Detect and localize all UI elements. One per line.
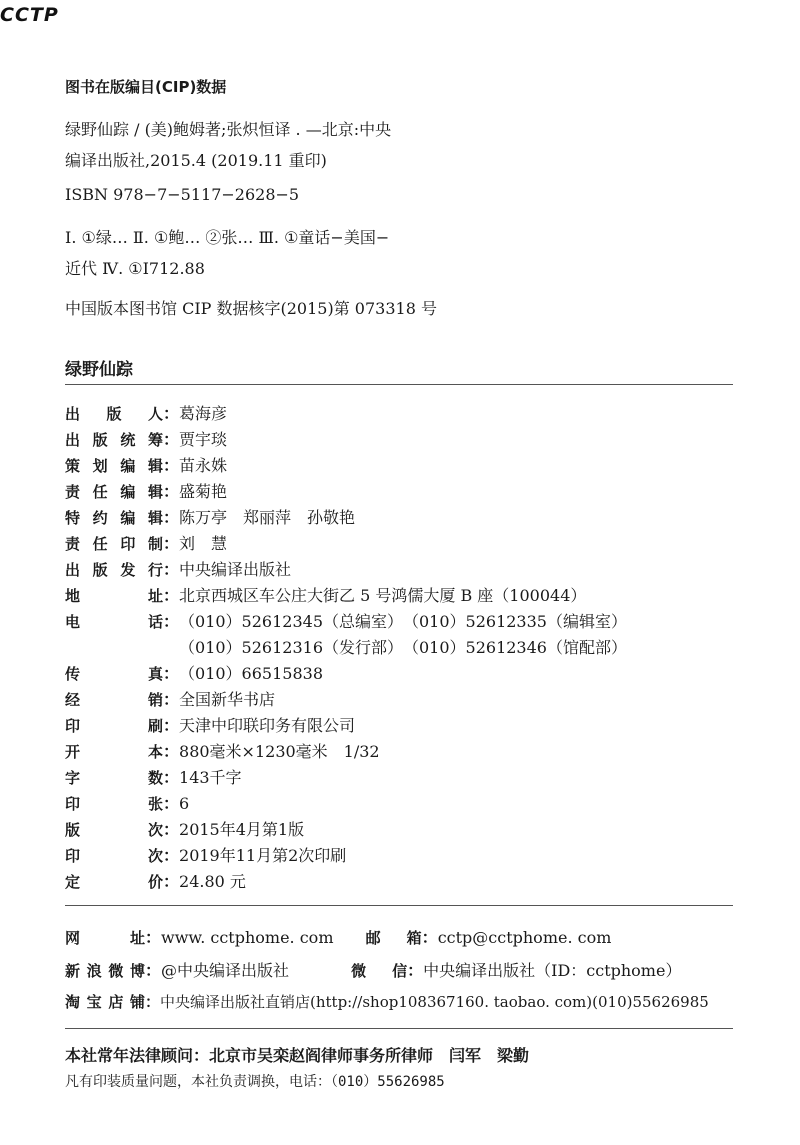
credit-value: 北京西城区车公庄大街乙 5 号鸿儒大厦 B 座（100044）: [179, 586, 587, 605]
cip-line: 近代 Ⅳ. ①I712.88: [65, 259, 205, 278]
wechat-label: 微信: [351, 962, 408, 980]
credit-value: 贾宇琰: [179, 430, 228, 449]
credit-value: 880毫米×1230毫米 1/32: [179, 742, 380, 761]
credit-label: 地址: [65, 587, 163, 605]
legal-counsel: 本社常年法律顾问：北京市吴栾赵阎律师事务所律师 闫军 梁勤: [65, 1046, 530, 1065]
credit-value: 苗永姝: [179, 456, 228, 475]
divider: [65, 905, 733, 906]
credit-value: 陈万亭 郑丽萍 孙敬艳: [179, 508, 356, 527]
credit-label: 印张: [65, 795, 163, 813]
credit-row: 特约编辑：陈万亭 郑丽萍 孙敬艳: [65, 505, 355, 531]
credit-row-publisher: 出版人：葛海彦: [65, 401, 227, 427]
credit-value: 盛菊艳: [179, 482, 228, 501]
credit-value: 6: [179, 794, 190, 813]
wechat-value: 中央编译出版社（ID：cctphome）: [423, 961, 682, 980]
credit-value: 中央编译出版社: [179, 560, 292, 579]
credit-row: 版次：2015年4月第1版: [65, 817, 304, 843]
credit-row: 印次：2019年11月第2次印刷: [65, 843, 346, 869]
credit-label: 经销: [65, 691, 163, 709]
credit-value: 全国新华书店: [179, 690, 276, 709]
cip-line: ISBN 978−7−5117−2628−5: [65, 185, 300, 204]
credit-label: 责任编辑: [65, 483, 163, 501]
cip-line: 中国版本图书馆 CIP 数据核字(2015)第 073318 号: [65, 299, 437, 318]
contact-row-social: 新浪微博：@中央编译出版社 微信：中央编译出版社（ID：cctphome）: [65, 958, 681, 981]
credit-label: 版次: [65, 821, 163, 839]
credit-row: 印刷：天津中印联印务有限公司: [65, 713, 355, 739]
divider: [65, 1028, 733, 1029]
credit-value: 天津中印联印务有限公司: [179, 716, 356, 735]
credit-row: 字数：143千字: [65, 765, 242, 791]
credit-label: 出版发行: [65, 561, 163, 579]
email-link: cctp@cctphome. com: [437, 928, 612, 947]
cip-line: Ⅰ. ①绿… Ⅱ. ①鲍… ②张… Ⅲ. ①童话−美国−: [65, 228, 390, 247]
cip-line: 绿野仙踪 / (美)鲍姆著;张炽恒译 . —北京:中央: [65, 120, 392, 139]
credit-value: 143千字: [179, 768, 242, 787]
cip-line: 编译出版社,2015.4 (2019.11 重印): [65, 151, 327, 170]
credit-row: 开本：880毫米×1230毫米 1/32: [65, 739, 380, 765]
website-label: 网址: [65, 929, 145, 947]
credit-row: 策划编辑：苗永姝: [65, 453, 227, 479]
credit-label: 定价: [65, 873, 163, 891]
divider: [65, 384, 733, 385]
credit-row-phone-cont: [65, 635, 627, 661]
credit-value: 24.80 元: [179, 872, 246, 891]
credit-label: 特约编辑: [65, 509, 163, 527]
credit-label: 策划编辑: [65, 457, 163, 475]
credit-label: 字数: [65, 769, 163, 787]
credit-row: 经销：全国新华书店: [65, 687, 275, 713]
credit-label: 责任印制: [65, 535, 163, 553]
credit-row-fax: 传真：（010）66515838: [65, 661, 323, 687]
credit-row-price: 定价：24.80 元: [65, 869, 246, 895]
credit-value: 2015年4月第1版: [179, 820, 305, 839]
credit-label: 印刷: [65, 717, 163, 735]
credit-value: 葛海彦: [179, 404, 228, 423]
credit-label: 传真: [65, 665, 163, 683]
credit-value: （010）52612345（总编室） （010）52612335（编辑室）: [179, 612, 627, 631]
credit-value: （010）66515838: [179, 664, 323, 683]
credit-row: 出版发行：中央编译出版社: [65, 557, 291, 583]
credit-row-phone: 电话：（010）52612345（总编室） （010）52612335（编辑室）: [65, 609, 627, 635]
credit-label: 印次: [65, 847, 163, 865]
credit-row-address: 地址：北京西城区车公庄大街乙 5 号鸿儒大厦 B 座（100044）: [65, 583, 586, 609]
weibo-value: @中央编译出版社: [161, 961, 290, 980]
credit-label: 出版统筹: [65, 431, 163, 449]
credit-label: 电话: [65, 613, 163, 631]
credit-label: 开本: [65, 743, 163, 761]
credit-value: 2019年11月第2次印刷: [179, 846, 347, 865]
contact-row-taobao: 淘宝店铺：中央编译出版社直销店(http://shop108367160. taobao. com)(010)55626985: [65, 993, 709, 1011]
cip-heading: 图书在版编目(CIP)数据: [65, 78, 227, 96]
website-link: www. cctphome. com: [161, 928, 334, 947]
publisher-logo: CCTP: [0, 4, 59, 26]
credit-row: 印张：6: [65, 794, 190, 813]
credit-value: （010）52612316（发行部） （010）52612346（馆配部）: [179, 638, 627, 657]
credit-row: 责任编辑：盛菊艳: [65, 479, 227, 505]
taobao-label: 淘宝店铺: [65, 993, 145, 1011]
contact-row-web: 网址：www. cctphome. com 邮箱：cctp@cctphome. com: [65, 928, 612, 947]
quality-note: 凡有印装质量问题，本社负责调换，电话：（010）55626985: [65, 1074, 445, 1090]
taobao-value: 中央编译出版社直销店(http://shop108367160. taobao. com)(010)55626985: [160, 993, 709, 1011]
credit-label: 出版人: [65, 405, 163, 423]
email-label: 邮箱: [365, 929, 422, 947]
credit-value: 刘 慧: [179, 534, 228, 553]
credit-row: 出版统筹：贾宇琰: [65, 427, 227, 453]
weibo-label: 新浪微博: [65, 962, 145, 980]
book-title: 绿野仙踪: [65, 360, 133, 380]
credit-row: 责任印制：刘 慧: [65, 531, 227, 557]
